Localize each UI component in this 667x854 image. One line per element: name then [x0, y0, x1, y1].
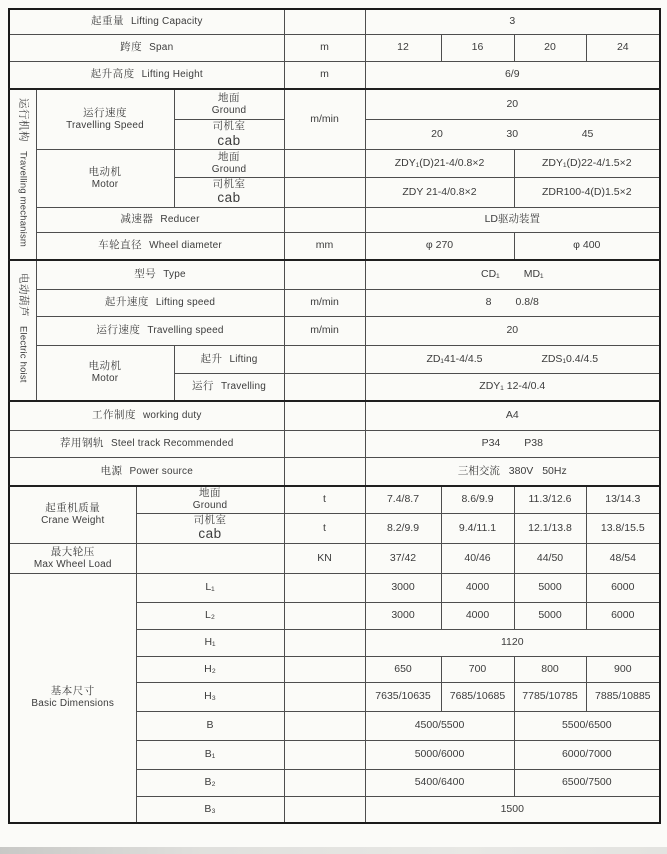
value-text: ZDY₁(D)22-4/1.5×2: [541, 156, 632, 169]
unit-l1: [284, 573, 365, 602]
value-text: 6000: [611, 581, 635, 594]
value-text: 16: [471, 41, 484, 54]
group-en: Electric hoist: [17, 326, 29, 384]
row-lifting-height: [9, 62, 660, 90]
value-travel-motor-cab-2: [514, 177, 660, 207]
dim-symbol: B₁: [204, 748, 216, 761]
label-power-source: [9, 457, 284, 486]
label-zh: 工作制度: [91, 409, 136, 422]
label-zh: 起升速度: [104, 296, 149, 309]
row-crane-weight-ground: [9, 486, 660, 514]
value-text: ZDR100-4(D)1.5×2: [541, 185, 632, 198]
unit-b1: [284, 740, 365, 769]
label-en: Max Wheel Load: [33, 558, 112, 570]
sublabel-l1: [136, 573, 284, 602]
sublabel-h2: [136, 656, 284, 682]
sublabel-zh: 司机室: [212, 177, 246, 190]
label-basic-dimensions: [9, 573, 136, 823]
value-text: 8: [485, 296, 492, 309]
sublabel-zh: 运行: [192, 380, 215, 393]
label-zh: 电动机: [88, 165, 122, 178]
value-crane-weight-ground-2: [441, 486, 514, 514]
label-en: Basic Dimensions: [31, 698, 115, 710]
value-text: 5500/6500: [561, 719, 612, 732]
value-b-2: [514, 711, 660, 740]
row-lifting-capacity: [9, 9, 660, 35]
unit-working-duty: [284, 401, 365, 431]
value-text: 24: [616, 41, 629, 54]
value-text: 8.2/9.9: [386, 521, 420, 534]
sublabel-en: Ground: [211, 163, 247, 175]
sublabel-ground: [174, 89, 284, 120]
row-max-wheel-load: [9, 543, 660, 573]
label-zh: 跨度: [120, 41, 143, 54]
unit-wheel-diameter: [284, 232, 365, 260]
dim-symbol: B₂: [204, 776, 216, 789]
dim-symbol: L₁: [205, 581, 215, 594]
value-b-1: [365, 711, 514, 740]
value-text: 0.8/8: [515, 296, 539, 309]
label-zh: 荐用钢轨: [60, 437, 105, 450]
value-text: 7685/10685: [449, 690, 506, 703]
value-text: LD驱动装置: [484, 213, 540, 226]
unit-text: KN: [317, 551, 332, 564]
sublabel-zh: 司机室: [212, 120, 246, 132]
unit-hoist-lifting-speed: [284, 289, 365, 316]
label-hoist-type: [36, 260, 284, 290]
label-lifting-height: [9, 62, 284, 90]
value-text: ZDY 21-4/0.8×2: [402, 185, 477, 198]
unit-text: mm: [315, 239, 334, 252]
value-crane-weight-cab-2: [441, 513, 514, 543]
label-hoist-travel-speed: [36, 316, 284, 345]
row-span: [9, 35, 660, 62]
sublabel-b: [136, 711, 284, 740]
unit-travel-speed: [284, 89, 365, 149]
label-zh: 运行速度: [83, 107, 127, 120]
value-hoist-lifting-speed: [365, 289, 660, 316]
dim-symbol: H₂: [204, 662, 216, 675]
unit-lifting-capacity: [284, 9, 365, 35]
label-wheel-diameter: [36, 232, 284, 260]
unit-l2: [284, 602, 365, 629]
value-text: 20: [544, 41, 556, 54]
value-l1-2: [441, 573, 514, 602]
group-zh: 运行机构: [17, 97, 30, 142]
sublabel-zh: 起升: [200, 352, 223, 365]
row-dim-l1: [9, 573, 660, 602]
unit-h1: [284, 629, 365, 656]
row-travel-motor-ground: [9, 149, 660, 177]
sublabel-en: Lifting: [229, 353, 258, 365]
value-text: 800: [541, 662, 559, 675]
label-en: Lifting Capacity: [130, 16, 203, 28]
group-en: Travelling mechanism: [17, 150, 29, 247]
value-text: 4000: [465, 581, 490, 594]
value-group: [368, 296, 658, 309]
unit-text: m/min: [310, 324, 339, 337]
dim-symbol: B₃: [204, 802, 216, 815]
value-group: [368, 128, 658, 141]
sublabel-cab: [136, 513, 284, 543]
label-travel-motor: [36, 149, 174, 207]
value-l2-1: [365, 602, 441, 629]
label-max-wheel-load: [9, 543, 136, 573]
label-en: Type: [163, 269, 186, 281]
label-zh: 电源: [100, 464, 123, 477]
value-text: 40/46: [464, 551, 491, 564]
row-reducer: [9, 207, 660, 232]
label-zh: 运行速度: [96, 324, 141, 337]
label-en: Travelling speed: [147, 325, 224, 337]
unit-travel-motor-cab: [284, 177, 365, 207]
unit-max-wheel-load: [284, 543, 365, 573]
value-span-24: [586, 35, 660, 62]
unit-b3: [284, 796, 365, 823]
unit-text: m: [320, 68, 329, 81]
sublabel-cab: [174, 120, 284, 150]
value-h3-3: [514, 682, 586, 711]
unit-h3: [284, 682, 365, 711]
label-en: Motor: [91, 373, 119, 385]
value-group: [368, 437, 658, 450]
value-l1-1: [365, 573, 441, 602]
value-crane-weight-cab-4: [586, 513, 660, 543]
value-text: 三相交流 380V 50Hz: [457, 464, 567, 477]
group-travelling-mechanism: [9, 89, 36, 260]
group-vertical-text: [16, 273, 29, 383]
value-text: 6000/7000: [561, 748, 612, 761]
value-text: 12.1/13.8: [528, 521, 572, 534]
value-h3-4: [586, 682, 660, 711]
sublabel-b3: [136, 796, 284, 823]
value-travel-speed-ground: [365, 89, 660, 120]
sublabel-b1: [136, 740, 284, 769]
value-text: 5000/6000: [414, 748, 465, 761]
label-en: Crane Weight: [41, 515, 105, 527]
value-power-source: [365, 457, 660, 486]
unit-text: t: [323, 493, 326, 506]
sublabel-b2: [136, 769, 284, 796]
value-text: CD₁: [480, 268, 500, 281]
value-text: 4000: [465, 609, 490, 622]
unit-h2: [284, 656, 365, 682]
value-crane-weight-ground-4: [586, 486, 660, 514]
value-crane-weight-cab-3: [514, 513, 586, 543]
unit-power-source: [284, 457, 365, 486]
dim-symbol: B: [206, 719, 214, 732]
value-text: 20: [506, 324, 519, 337]
label-zh: 最大轮压: [50, 545, 95, 558]
value-text: φ 270: [425, 239, 454, 252]
sublabel-empty: [136, 543, 284, 573]
value-reducer: [365, 207, 660, 232]
label-zh: 基本尺寸: [50, 685, 95, 698]
unit-b: [284, 711, 365, 740]
value-text: 20: [431, 127, 443, 140]
value-max-wheel-load-3: [514, 543, 586, 573]
value-l2-4: [586, 602, 660, 629]
sublabel-zh: 地面: [218, 150, 240, 163]
value-text: 30: [506, 127, 519, 140]
value-text: 6500/7500: [561, 776, 612, 789]
value-text: ZDY₁ 12-4/0.4: [479, 380, 546, 393]
row-wheel-diameter: [9, 232, 660, 260]
label-en: working duty: [142, 410, 202, 422]
value-h2-3: [514, 656, 586, 682]
unit-hoist-motor-lifting: [284, 345, 365, 373]
value-text: 37/42: [389, 551, 417, 564]
value-hoist-travel-speed: [365, 316, 660, 345]
label-en: Steel track Recommended: [111, 438, 234, 450]
value-b1-1: [365, 740, 514, 769]
value-h2-4: [586, 656, 660, 682]
group-vertical-text: [16, 98, 29, 247]
value-h2-2: [441, 656, 514, 682]
sublabel-zh: 地面: [218, 92, 240, 105]
value-text: 13/14.3: [605, 493, 641, 506]
value-text: 13.8/15.5: [600, 521, 645, 534]
label-en: Wheel diameter: [149, 240, 222, 252]
label-zh: 起升高度: [90, 68, 135, 81]
value-text: 8.6/9.9: [461, 493, 494, 506]
value-text: 1120: [500, 636, 524, 649]
value-text: 1500: [500, 802, 524, 815]
group-zh: 电动葫芦: [17, 273, 30, 318]
value-text: 5000: [538, 609, 562, 622]
value-text: A4: [505, 409, 519, 422]
sublabel-en: cab: [217, 190, 241, 206]
value-travel-speed-cab: [365, 120, 660, 150]
value-text: 45: [581, 127, 594, 140]
value-text: 11.3/12.6: [528, 493, 572, 506]
value-wheel-diameter-1: [365, 232, 514, 260]
value-hoist-motor-lifting: [365, 345, 660, 373]
value-text: 7.4/8.7: [386, 493, 420, 506]
sublabel-en: Travelling: [221, 381, 266, 393]
unit-text: m: [320, 41, 329, 54]
value-text: 700: [468, 662, 487, 675]
label-en: Travelling Speed: [66, 119, 144, 131]
value-span-16: [441, 35, 514, 62]
label-en: Lifting speed: [155, 297, 216, 309]
value-span-20: [514, 35, 586, 62]
row-steel-track: [9, 430, 660, 457]
value-h3-1: [365, 682, 441, 711]
label-zh: 车轮直径: [98, 239, 143, 252]
value-h2-1: [365, 656, 441, 682]
value-text: ZDY₁(D)21-4/0.8×2: [394, 156, 485, 169]
value-travel-motor-cab-1: [365, 177, 514, 207]
value-text: ZDS₁0.4/4.5: [541, 352, 599, 365]
row-power-source: [9, 457, 660, 486]
value-h3-2: [441, 682, 514, 711]
value-max-wheel-load-1: [365, 543, 441, 573]
label-crane-weight: [9, 486, 136, 544]
value-text: ZD₁41-4/4.5: [426, 352, 483, 365]
dim-symbol: L₂: [205, 609, 215, 622]
unit-reducer: [284, 207, 365, 232]
value-b2-2: [514, 769, 660, 796]
value-text: 3: [509, 15, 516, 28]
value-lifting-capacity: [365, 9, 660, 35]
value-text: 3000: [391, 609, 415, 622]
unit-text: t: [323, 521, 326, 534]
value-max-wheel-load-2: [441, 543, 514, 573]
value-travel-motor-ground-2: [514, 149, 660, 177]
unit-lifting-height: [284, 62, 365, 90]
value-max-wheel-load-4: [586, 543, 660, 573]
sublabel-en: Ground: [211, 104, 247, 116]
value-text: 650: [394, 662, 412, 675]
label-en: Lifting Height: [141, 69, 203, 81]
value-text: 9.4/11.1: [458, 521, 497, 534]
label-steel-track: [9, 430, 284, 457]
row-hoist-type: [9, 260, 660, 290]
value-text: φ 400: [573, 239, 601, 252]
value-text: 12: [397, 41, 409, 54]
label-zh: 型号: [134, 268, 157, 281]
value-text: P38: [524, 437, 543, 450]
label-zh: 减速器: [120, 213, 154, 226]
row-hoist-lifting-speed: [9, 289, 660, 316]
unit-hoist-travel-speed: [284, 316, 365, 345]
sublabel-h1: [136, 629, 284, 656]
value-hoist-motor-travelling: [365, 373, 660, 401]
sublabel-zh: 地面: [199, 487, 221, 500]
sublabel-en: Ground: [192, 500, 228, 512]
label-en: Power source: [129, 465, 194, 477]
value-text: 900: [614, 662, 632, 675]
unit-text: m/min: [310, 112, 339, 125]
sublabel-l2: [136, 602, 284, 629]
label-zh: 起重量: [90, 15, 124, 28]
value-l2-3: [514, 602, 586, 629]
value-hoist-type: [365, 260, 660, 290]
value-text: 48/54: [609, 551, 636, 564]
unit-hoist-type: [284, 260, 365, 290]
dim-symbol: H₃: [204, 690, 216, 703]
value-text: 6/9: [504, 68, 520, 81]
dim-symbol: H₁: [204, 636, 216, 649]
unit-steel-track: [284, 430, 365, 457]
value-b3: [365, 796, 660, 823]
value-text: 5000: [538, 581, 562, 594]
label-working-duty: [9, 401, 284, 431]
group-electric-hoist: [9, 260, 36, 401]
sublabel-zh: 司机室: [193, 513, 227, 526]
sublabel-ground: [136, 486, 284, 514]
label-lifting-capacity: [9, 9, 284, 35]
label-zh: 电动机: [88, 360, 122, 373]
label-hoist-motor: [36, 345, 174, 401]
label-en: Span: [149, 42, 174, 54]
label-travel-speed: [36, 89, 174, 149]
value-crane-weight-ground-1: [365, 486, 441, 514]
row-working-duty: [9, 401, 660, 431]
label-zh: 起重机质量: [45, 502, 101, 515]
sublabel-ground: [174, 149, 284, 177]
value-l1-3: [514, 573, 586, 602]
value-text: 7635/10635: [375, 690, 431, 703]
value-crane-weight-cab-1: [365, 513, 441, 543]
value-text: 20: [506, 97, 519, 110]
unit-hoist-motor-travelling: [284, 373, 365, 401]
label-en: Reducer: [160, 214, 200, 226]
value-text: MD₁: [523, 268, 544, 281]
value-group: [368, 353, 658, 366]
sublabel-en: cab: [198, 526, 222, 542]
value-text: 6000: [611, 609, 635, 622]
value-b1-2: [514, 740, 660, 769]
unit-crane-weight-cab: [284, 513, 365, 543]
value-lifting-height: [365, 62, 660, 90]
sublabel-lifting: [174, 345, 284, 373]
unit-travel-motor-ground: [284, 149, 365, 177]
value-wheel-diameter-2: [514, 232, 660, 260]
sublabel-en: cab: [217, 132, 241, 148]
label-en: Motor: [91, 178, 119, 190]
value-l2-2: [441, 602, 514, 629]
value-working-duty: [365, 401, 660, 431]
label-hoist-lifting-speed: [36, 289, 284, 316]
value-crane-weight-ground-3: [514, 486, 586, 514]
label-span: [9, 35, 284, 62]
row-travel-speed-ground: [9, 89, 660, 120]
unit-b2: [284, 769, 365, 796]
value-text: 3000: [391, 581, 415, 594]
value-text: 7785/10785: [522, 690, 578, 703]
value-span-12: [365, 35, 441, 62]
sublabel-h3: [136, 682, 284, 711]
value-steel-track: [365, 430, 660, 457]
value-text: 4500/5500: [414, 719, 465, 732]
crane-spec-table: [8, 8, 661, 824]
label-reducer: [36, 207, 284, 232]
value-text: 5400/6400: [414, 776, 465, 789]
row-hoist-motor-lifting: [9, 345, 660, 373]
value-text: 7885/10885: [595, 690, 651, 703]
unit-text: m/min: [310, 296, 339, 309]
value-l1-4: [586, 573, 660, 602]
unit-span: [284, 35, 365, 62]
value-h1: [365, 629, 660, 656]
value-text: 44/50: [536, 551, 564, 564]
value-b2-1: [365, 769, 514, 796]
row-hoist-travel-speed: [9, 316, 660, 345]
value-group: [368, 268, 658, 281]
unit-crane-weight-ground: [284, 486, 365, 514]
value-text: P34: [481, 437, 501, 450]
value-travel-motor-ground-1: [365, 149, 514, 177]
sublabel-cab: [174, 177, 284, 207]
sublabel-travelling: [174, 373, 284, 401]
scan-edge-artifact: [0, 847, 667, 854]
